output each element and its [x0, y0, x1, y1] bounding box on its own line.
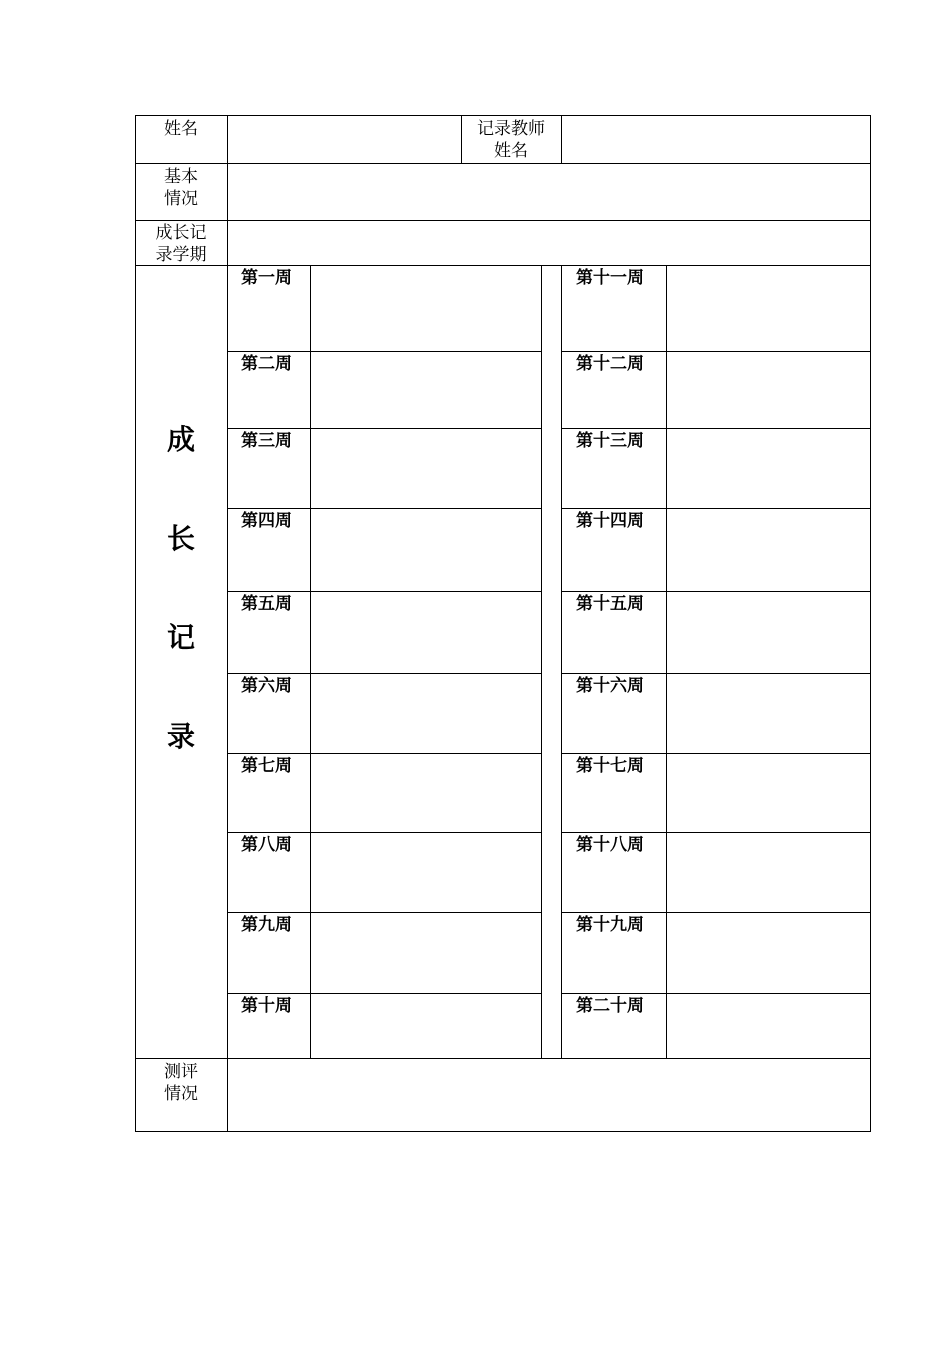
evaluation-field[interactable] — [228, 1059, 870, 1131]
growth-title-char-3: 记 — [166, 621, 195, 654]
left-week-entry[interactable] — [311, 913, 541, 993]
teacher-label-line1: 记录教师 — [477, 119, 545, 139]
label-column-divider — [227, 115, 228, 1132]
name-label: 姓名 — [164, 119, 198, 139]
left-week-label: 第三周 — [241, 431, 292, 451]
right-week-entry[interactable] — [667, 994, 870, 1058]
left-week-entry[interactable] — [311, 754, 541, 832]
right-block-left-edge — [561, 265, 562, 1059]
basic-info-label-line1: 基本 — [164, 167, 198, 187]
left-week-entry[interactable] — [311, 674, 541, 753]
left-week-label: 第八周 — [241, 835, 292, 855]
right-week-entry[interactable] — [667, 266, 870, 351]
right-week-label: 第十一周 — [576, 268, 644, 288]
right-week-label: 第十二周 — [576, 354, 644, 374]
right-week-label: 第十三周 — [576, 431, 644, 451]
basic-info-label-line2: 情况 — [164, 189, 198, 209]
right-week-label: 第十七周 — [576, 756, 644, 776]
left-week-label: 第一周 — [241, 268, 292, 288]
left-week-entry[interactable] — [311, 994, 541, 1058]
left-week-entry[interactable] — [311, 429, 541, 508]
teacher-label-line2: 姓名 — [494, 141, 528, 161]
right-week-entry[interactable] — [667, 429, 870, 508]
name-field[interactable] — [228, 116, 461, 163]
growth-title-char-1: 成 — [166, 423, 195, 456]
border-right — [870, 115, 871, 1132]
right-week-label: 第十四周 — [576, 511, 644, 531]
left-week-entry[interactable] — [311, 266, 541, 351]
right-week-label: 第十九周 — [576, 915, 644, 935]
basic-info-field[interactable] — [228, 164, 870, 220]
evaluation-label-line2: 情况 — [164, 1084, 198, 1104]
left-week-label: 第四周 — [241, 511, 292, 531]
left-week-label: 第七周 — [241, 756, 292, 776]
right-week-entry[interactable] — [667, 833, 870, 912]
growth-title-char-2: 长 — [166, 522, 195, 555]
teacher-name-field[interactable] — [562, 116, 870, 163]
left-week-label: 第二周 — [241, 354, 292, 374]
left-week-entry[interactable] — [311, 509, 541, 591]
left-week-entry[interactable] — [311, 833, 541, 912]
right-week-entry[interactable] — [667, 509, 870, 591]
right-week-label: 第十五周 — [576, 594, 644, 614]
right-week-label: 第二十周 — [576, 996, 644, 1016]
right-week-entry[interactable] — [667, 352, 870, 428]
evaluation-label-line1: 测评 — [164, 1062, 198, 1082]
left-week-label: 第六周 — [241, 676, 292, 696]
left-week-entry[interactable] — [311, 592, 541, 673]
left-week-label: 第十周 — [241, 996, 292, 1016]
left-block-right-edge — [541, 265, 542, 1059]
left-week-label: 第五周 — [241, 594, 292, 614]
border-bottom — [135, 1131, 871, 1132]
right-week-entry[interactable] — [667, 592, 870, 673]
right-week-entry[interactable] — [667, 674, 870, 753]
semester-field[interactable] — [228, 221, 870, 265]
right-week-entry[interactable] — [667, 754, 870, 832]
left-week-entry[interactable] — [311, 352, 541, 428]
semester-label-line1: 成长记 — [155, 223, 207, 243]
semester-label-line2: 录学期 — [155, 245, 207, 265]
right-week-label: 第十六周 — [576, 676, 644, 696]
left-week-label: 第九周 — [241, 915, 292, 935]
growth-record-form — [135, 115, 871, 1132]
right-week-entry[interactable] — [667, 913, 870, 993]
right-week-label: 第十八周 — [576, 835, 644, 855]
growth-title-char-4: 录 — [166, 720, 195, 753]
